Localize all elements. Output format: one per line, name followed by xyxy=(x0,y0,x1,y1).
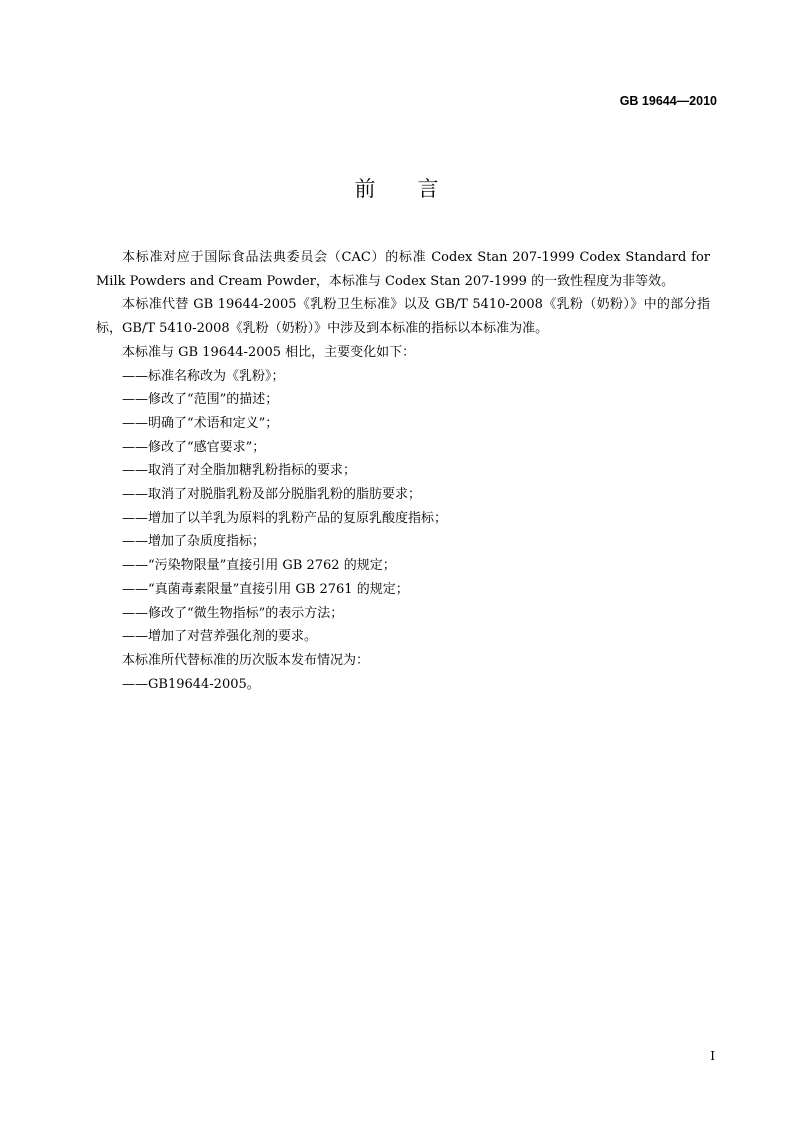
paragraph-changes-intro: 本标准与 GB 19644-2005 相比，主要变化如下： xyxy=(122,344,416,360)
standard-number: GB 19644—2010 xyxy=(619,94,717,108)
list-item: ——修改了“范围”的描述； xyxy=(122,392,279,408)
list-item: ——取消了对脱脂乳粉及部分脱脂乳粉的脂肪要求； xyxy=(122,487,422,503)
paragraph-replacement: 本标准代替 GB 19644-2005《乳粉卫生标准》以及 GB/T 5410-2008《乳粉（奶粉）》中的部分指标，GB/T 5410-2008《乳粉（奶粉）》中涉及到本标准的指标以本标准为准。 xyxy=(96,297,710,337)
list-item: ——取消了对全脂加糖乳粉指标的要求； xyxy=(122,463,357,479)
list-item: ——修改了“感官要求”； xyxy=(122,439,266,455)
list-item: ——增加了杂质度指标； xyxy=(122,534,266,550)
paragraph-history-intro: 本标准所代替标准的历次版本发布情况为： xyxy=(122,652,370,668)
page-title: 前言 xyxy=(354,177,481,201)
list-item: ——“真菌毒素限量”直接引用 GB 2761 的规定； xyxy=(122,581,409,597)
list-item: ——修改了“微生物指标”的表示方法； xyxy=(122,605,344,621)
paragraph-correspondence: 本标准对应于国际食品法典委员会（CAC）的标准 Codex Stan 207-1999 Codex Standard for Milk Powders and Cream Powder，本标准与 Codex Stan 207-1999 的一致性程度为非等效。 xyxy=(96,250,710,289)
list-item: ——标准名称改为《乳粉》； xyxy=(122,368,285,384)
document-body xyxy=(96,246,710,696)
list-item: ——增加了以羊乳为原料的乳粉产品的复原乳酸度指标； xyxy=(122,510,448,526)
list-item: ——“污染物限量”直接引用 GB 2762 的规定； xyxy=(122,558,396,574)
history-list xyxy=(96,673,710,697)
list-item: ——GB19644-2005。 xyxy=(122,676,260,692)
page-number: I xyxy=(710,1049,715,1063)
list-item: ——明确了“术语和定义”； xyxy=(122,415,279,431)
changes-list xyxy=(96,365,710,649)
list-item: ——增加了对营养强化剂的要求。 xyxy=(122,629,318,645)
